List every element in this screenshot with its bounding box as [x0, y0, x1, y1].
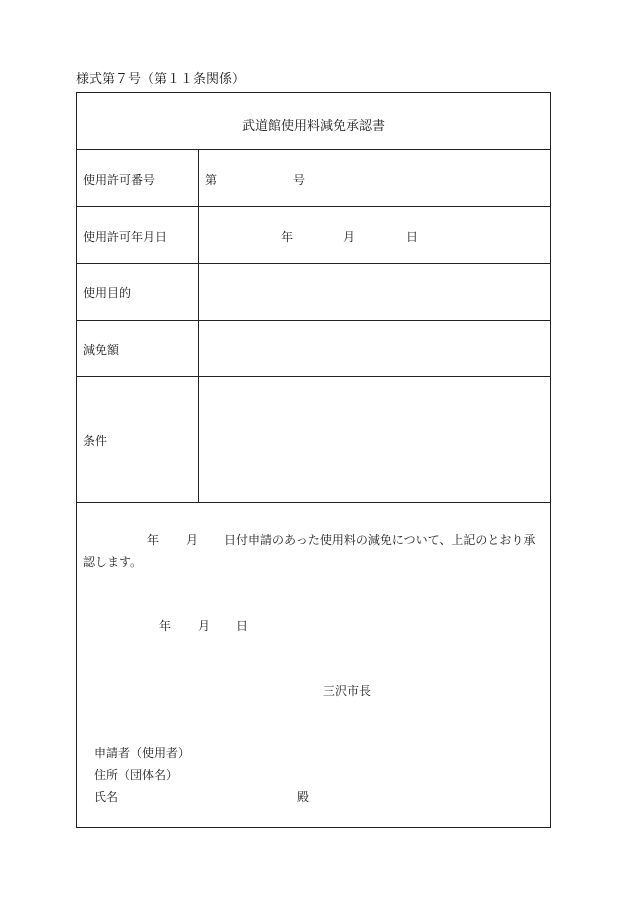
divider	[77, 263, 550, 264]
permit-date-label: 使用許可年月日	[83, 230, 168, 244]
honorific: 殿	[297, 790, 310, 804]
permit-number-label: 使用許可番号	[83, 173, 156, 187]
permit-date-year: 年	[281, 230, 294, 244]
divider	[77, 320, 550, 321]
conditions-label: 条件	[83, 434, 108, 448]
statement-text-continued: 認します。	[83, 555, 143, 569]
statement-text: 日付申請のあった使用料の減免について、上記のとおり承	[224, 533, 536, 547]
permit-date-month: 月	[343, 230, 356, 244]
column-divider	[198, 149, 199, 502]
divider	[77, 206, 550, 207]
divider	[77, 376, 550, 377]
statement-month: 月	[186, 533, 199, 547]
permit-date-day: 日	[406, 230, 419, 244]
issuer-name: 三沢市長	[323, 684, 372, 698]
issue-date-day: 日	[236, 619, 249, 633]
reduction-amount-label: 減免額	[83, 343, 120, 357]
permit-number-prefix: 第	[205, 173, 218, 187]
form-number-label: 様式第７号（第１１条関係）	[76, 72, 246, 87]
purpose-label: 使用目的	[83, 286, 132, 300]
statement-year: 年	[147, 533, 160, 547]
form-title: 武道館使用料減免承認書	[241, 119, 385, 134]
approval-form	[76, 92, 551, 828]
divider	[77, 149, 550, 150]
issue-date-month: 月	[198, 619, 211, 633]
issue-date-year: 年	[159, 619, 172, 633]
permit-number-suffix: 号	[293, 173, 306, 187]
applicant-heading: 申請者（使用者）	[94, 746, 191, 760]
applicant-name-label: 氏名	[94, 790, 119, 804]
divider	[77, 502, 550, 503]
applicant-address-label: 住所（団体名）	[94, 768, 179, 782]
